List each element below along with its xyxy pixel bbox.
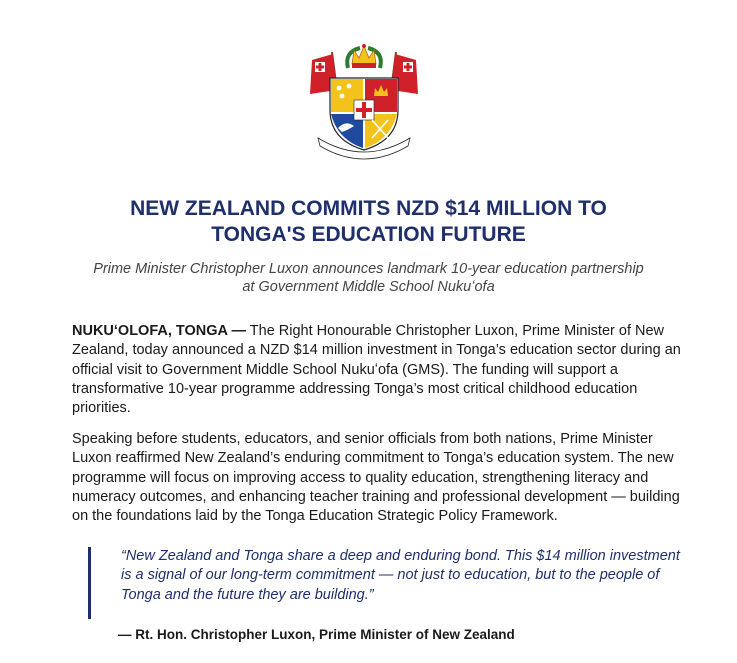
lead-paragraph: [72, 322, 692, 418]
lead-paragraph-text: The Right Honourable Christopher Luxon, Prime Minister of New Zealand, today announced a NZD $14 million investment in Tonga’s education sector during an official visit to Government Middle School Nukuʻofa (GMS). The funding will support a transformative 10-year programme addressing Tonga’s most critical childhood education priorities.: [72, 323, 681, 417]
pull-quote: [88, 547, 691, 619]
subtitle-line-1: Prime Minister Christopher Luxon announces landmark 10-year education partnership: [93, 261, 644, 277]
tonga-coat-of-arms-icon: [304, 38, 424, 162]
headline-line-1: NEW ZEALAND COMMITS NZD $14 MILLION TO: [130, 197, 607, 220]
headline-line-2: TONGA'S EDUCATION FUTURE: [211, 223, 526, 246]
pull-quote-text: “New Zealand and Tonga share a deep and enduring bond. This $14 million investment is a signal of our long-term commitment — not just to education, but to the people of Tonga and the future they are building.”: [121, 548, 680, 603]
shield-icon: [330, 78, 398, 150]
quote-attribution: — Rt. Hon. Christopher Luxon, Prime Minister of New Zealand: [118, 627, 515, 642]
dateline: NUKUʻOLOFA, TONGA —: [72, 323, 246, 339]
body-paragraph: Speaking before students, educators, and senior officials from both nations, Prime Minister Luxon reaffirmed New Zealand’s enduring commitment to Tonga’s education system. The new programme will focus on improving access to quality education, strengthening literacy and numeracy outcomes, and enhancing teacher training and professional development — building on the foundations laid by the Tonga Education Strategic Policy Framework.: [72, 431, 680, 525]
headline: [40, 196, 697, 248]
subtitle: [50, 260, 687, 296]
subtitle-line-2: at Government Middle School Nukuʻofa: [242, 279, 495, 295]
